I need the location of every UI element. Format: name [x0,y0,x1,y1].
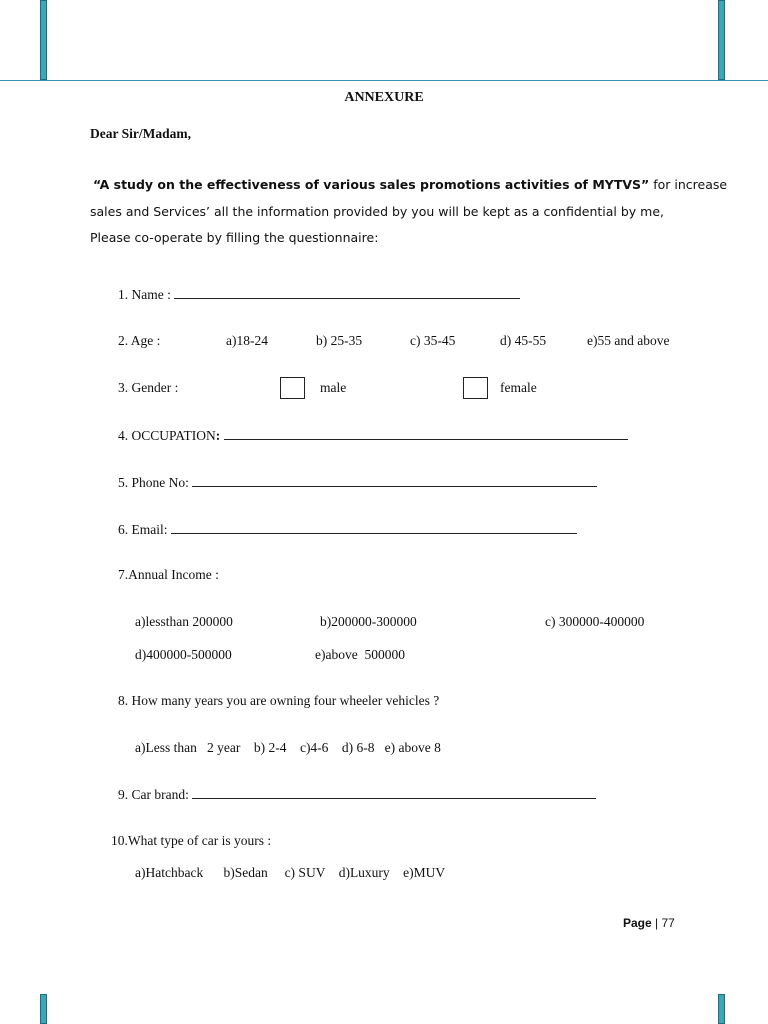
page-word: Page [623,916,652,930]
email-field[interactable] [171,521,577,534]
intro-line-1 [93,177,727,193]
top-right-border-bar [718,0,725,80]
income-option-e[interactable]: e)above 500000 [315,647,405,662]
ownership-years-options[interactable]: a)Less than 2 year b) 2-4 c)4-6 d) 6-8 e) above 8 [135,740,441,755]
age-option-b[interactable]: b) 25-35 [316,333,363,348]
annual-income-label: 7.Annual Income : [118,567,219,582]
email-label: 6. Email: [118,522,168,537]
bottom-left-border-bar [40,994,47,1024]
name-field[interactable] [174,286,520,299]
page-footer [623,916,675,930]
page-title: ANNEXURE [344,90,424,105]
page-separator: | [655,916,659,930]
occupation-field[interactable] [224,427,628,440]
income-option-a[interactable]: a)lessthan 200000 [135,614,233,629]
top-left-border-bar [40,0,47,80]
phone-label: 5. Phone No: [118,475,189,490]
question-6 [118,521,577,538]
study-title: “A study on the effectiveness of various sales promotions activities of MYTVS” [93,177,650,192]
age-option-a[interactable]: a)18-24 [226,333,268,348]
car-brand-field[interactable] [192,786,596,799]
car-brand-label: 9. Car brand: [118,787,189,802]
question-9 [118,786,596,803]
occupation-label: 4. OCCUPATION [118,428,216,443]
age-option-e[interactable]: e)55 and above [587,333,670,348]
page-number: 77 [661,916,675,930]
female-checkbox[interactable] [463,377,488,399]
male-label: male [320,380,347,395]
header-rule [0,80,768,81]
age-option-d[interactable]: d) 45-55 [500,333,547,348]
question-1 [118,286,520,303]
car-type-label: 10.What type of car is yours : [111,833,272,848]
car-type-options[interactable]: a)Hatchback b)Sedan c) SUV d)Luxury e)MUV [135,865,446,880]
income-option-d[interactable]: d)400000-500000 [135,647,232,662]
phone-field[interactable] [192,474,597,487]
question-5 [118,474,597,491]
income-option-b[interactable]: b)200000-300000 [320,614,417,629]
male-checkbox[interactable] [280,377,305,399]
ownership-years-label: 8. How many years you are owning four wheeler vehicles ? [118,693,440,708]
name-label: 1. Name : [118,287,171,302]
age-option-c[interactable]: c) 35-45 [410,333,456,348]
female-label: female [500,380,537,395]
gender-label: 3. Gender : [118,380,179,395]
question-4 [118,427,628,444]
income-option-c[interactable]: c) 300000-400000 [545,614,645,629]
bottom-right-border-bar [718,994,725,1024]
age-label: 2. Age : [118,333,161,348]
salutation: Dear Sir/Madam, [90,126,191,141]
occupation-colon: : [215,428,221,443]
intro-line-2: sales and Services’ all the information provided by you will be kept as a confidential by me, [90,204,665,219]
intro-line-1-rest: for increase [649,177,728,192]
intro-line-3: Please co-operate by filling the questionnaire: [90,230,379,245]
